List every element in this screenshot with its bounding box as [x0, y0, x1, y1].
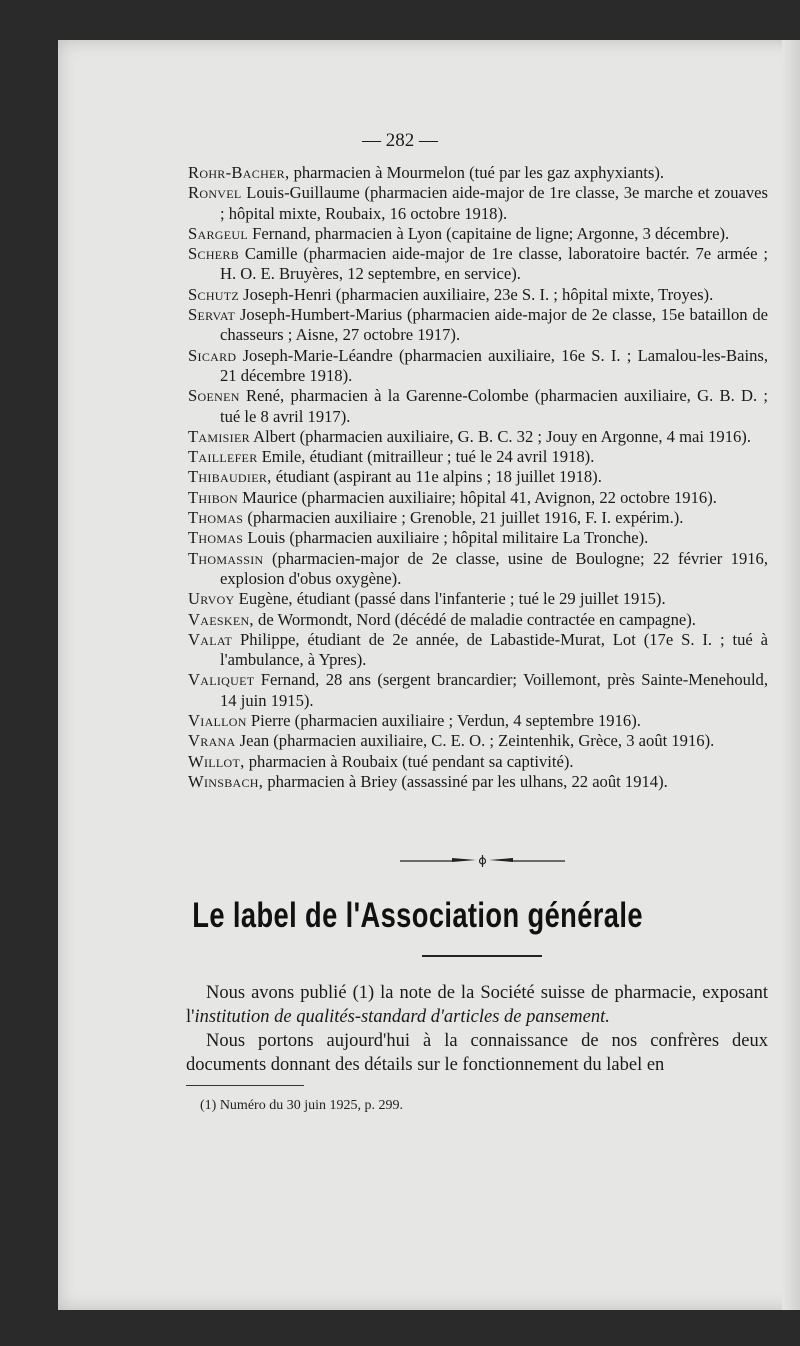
- entry-text: Philippe, étudiant de 2e année, de Labastide-Murat, Lot (17e S. I. ; tué à l'ambulance, à Ypres).: [220, 629, 768, 670]
- entry-name: Valiquet: [188, 670, 255, 690]
- list-item: [188, 386, 768, 427]
- entry-name: Taillefer: [188, 447, 258, 467]
- entry-text: Emile, étudiant (mitrailleur ; tué le 24 avril 1918).: [257, 447, 595, 467]
- entry-name: Thomas: [188, 508, 244, 528]
- list-item: [188, 508, 768, 528]
- list-item: [188, 772, 768, 792]
- list-item: [188, 488, 768, 508]
- entry-name: Sargeul: [188, 223, 248, 243]
- entry-text: Eugène, étudiant (passé dans l'infanterie ; tué le 29 juillet 1915).: [234, 589, 666, 609]
- entry-name: Servat: [188, 305, 236, 325]
- entry-text: pharmacien à Briey (assassiné par les ulhans, 22 août 1914).: [263, 771, 668, 791]
- entry-text: Louis-Guillaume (pharmacien aide-major de 1re classe, 3e marche et zouaves ; hôpital mixte, Roubaix, 16 octobre 1918).: [220, 183, 768, 223]
- list-item: [188, 528, 768, 548]
- heading-underline: [422, 955, 542, 957]
- entry-name: Urvoy: [188, 589, 235, 609]
- list-item: [188, 731, 768, 751]
- entry-text: Camille (pharmacien aide-major de 1re classe, laboratoire bactér. 7e armée ; H. O. E. Bruyères, 12 septembre, en service).: [220, 244, 768, 284]
- entry-name: Vaesken,: [188, 609, 254, 629]
- entry-text: Jean (pharmacien auxiliaire, C. E. O. ; Zeintenhik, Grèce, 3 août 1916).: [235, 731, 715, 751]
- entry-name: Rohr-Bacher,: [188, 163, 290, 182]
- page-number: — 282 —: [362, 130, 438, 151]
- entry-name: Viallon: [188, 711, 247, 731]
- body-text: [186, 981, 768, 1077]
- entry-name: Thomas: [188, 528, 244, 548]
- list-item: [188, 285, 768, 305]
- list-item: [188, 752, 768, 772]
- list-item: [188, 467, 768, 487]
- casualty-list: [188, 163, 768, 792]
- entry-name: Schutz: [188, 284, 240, 304]
- list-item: [188, 224, 768, 244]
- entry-name: Vrana: [188, 731, 236, 751]
- entry-name: Winsbach,: [188, 771, 264, 791]
- list-item: [188, 244, 768, 285]
- paragraph-2: Nous portons aujourd'hui à la connaissance de nos confrères deux documents donnant des détails sur le fonctionnement du label en: [186, 1031, 768, 1075]
- section-heading: Le label de l'Association générale: [192, 896, 643, 935]
- ornament-divider: [400, 854, 565, 868]
- entry-name: Ronvel: [188, 183, 242, 203]
- entry-name: Thibaudier,: [188, 467, 272, 487]
- paragraph-1-italic: institution de qualités-standard d'articles de pansement.: [194, 1007, 610, 1027]
- entry-name: Soenen: [188, 386, 240, 406]
- entry-text: Pierre (pharmacien auxiliaire ; Verdun, 4 septembre 1916).: [246, 711, 641, 731]
- list-item: [188, 163, 768, 183]
- footnote: (1) Numéro du 30 juin 1925, p. 299.: [200, 1098, 403, 1113]
- entry-text: Joseph-Marie-Léandre (pharmacien auxiliaire, 16e S. I. ; Lamalou-les-Bains, 21 décembre 1918).: [220, 345, 768, 385]
- entry-text: Joseph-Humbert-Marius (pharmacien aide-major de 2e classe, 15e bataillon de chasseurs ; Aisne, 27 octobre 1917).: [220, 305, 768, 345]
- entry-text: pharmacien à Roubaix (tué pendant sa captivité).: [244, 751, 574, 771]
- list-item: [188, 447, 768, 467]
- entry-name: Sicard: [188, 345, 237, 365]
- footnote-rule: [186, 1085, 304, 1086]
- entry-text: (pharmacien auxiliaire ; Grenoble, 21 juillet 1916, F. I. expérim.).: [243, 508, 684, 528]
- entry-name: Thomassin: [188, 548, 264, 568]
- entry-text: Louis (pharmacien auxiliaire ; hôpital militaire La Tronche).: [243, 528, 649, 548]
- page-edge: [782, 40, 800, 1310]
- entry-name: Valat: [188, 629, 233, 649]
- entry-text: de Wormondt, Nord (décédé de maladie contractée en campagne).: [253, 609, 696, 629]
- list-item: [188, 427, 768, 447]
- entry-text: Fernand, 28 ans (sergent brancardier; Voillemont, près Sainte-Menehould, 14 juin 1915).: [220, 670, 768, 710]
- entry-text: pharmacien à Mourmelon (tué par les gaz axphyxiants).: [289, 163, 665, 182]
- entry-name: Willot,: [188, 751, 245, 771]
- list-item: [188, 711, 768, 731]
- entry-text: Albert (pharmacien auxiliaire, G. B. C. 32 ; Jouy en Argonne, 4 mai 1916).: [249, 426, 751, 446]
- entry-name: Tamisier: [188, 426, 250, 446]
- entry-text: (pharmacien-major de 2e classe, usine de Boulogne; 22 février 1916, explosion d'obus oxygène).: [220, 548, 768, 588]
- entry-text: Joseph-Henri (pharmacien auxiliaire, 23e S. I. ; hôpital mixte, Troyes).: [239, 284, 714, 304]
- paragraph-1: [186, 981, 768, 1029]
- entry-text: Fernand, pharmacien à Lyon (capitaine de ligne; Argonne, 3 décembre).: [248, 223, 730, 243]
- paragraph-1-text: Nous avons publié (1) la note de la Société suisse de pharmacie, exposant l': [186, 983, 768, 1027]
- list-item: [188, 305, 768, 346]
- list-item: [188, 183, 768, 224]
- entry-text: René, pharmacien à la Garenne-Colombe (pharmacien auxiliaire, G. B. D. ; tué le 8 avril 1917).: [220, 386, 768, 426]
- list-item: [188, 610, 768, 630]
- list-item: [188, 346, 768, 387]
- entry-name: Thibon: [188, 487, 238, 507]
- entry-text: étudiant (aspirant au 11e alpins ; 18 juillet 1918).: [271, 467, 602, 487]
- list-item: [188, 630, 768, 671]
- list-item: [188, 670, 768, 711]
- entry-name: Scherb: [188, 244, 240, 264]
- list-item: [188, 589, 768, 609]
- entry-text: Maurice (pharmacien auxiliaire; hôpital 41, Avignon, 22 octobre 1916).: [237, 487, 717, 507]
- list-item: [188, 549, 768, 590]
